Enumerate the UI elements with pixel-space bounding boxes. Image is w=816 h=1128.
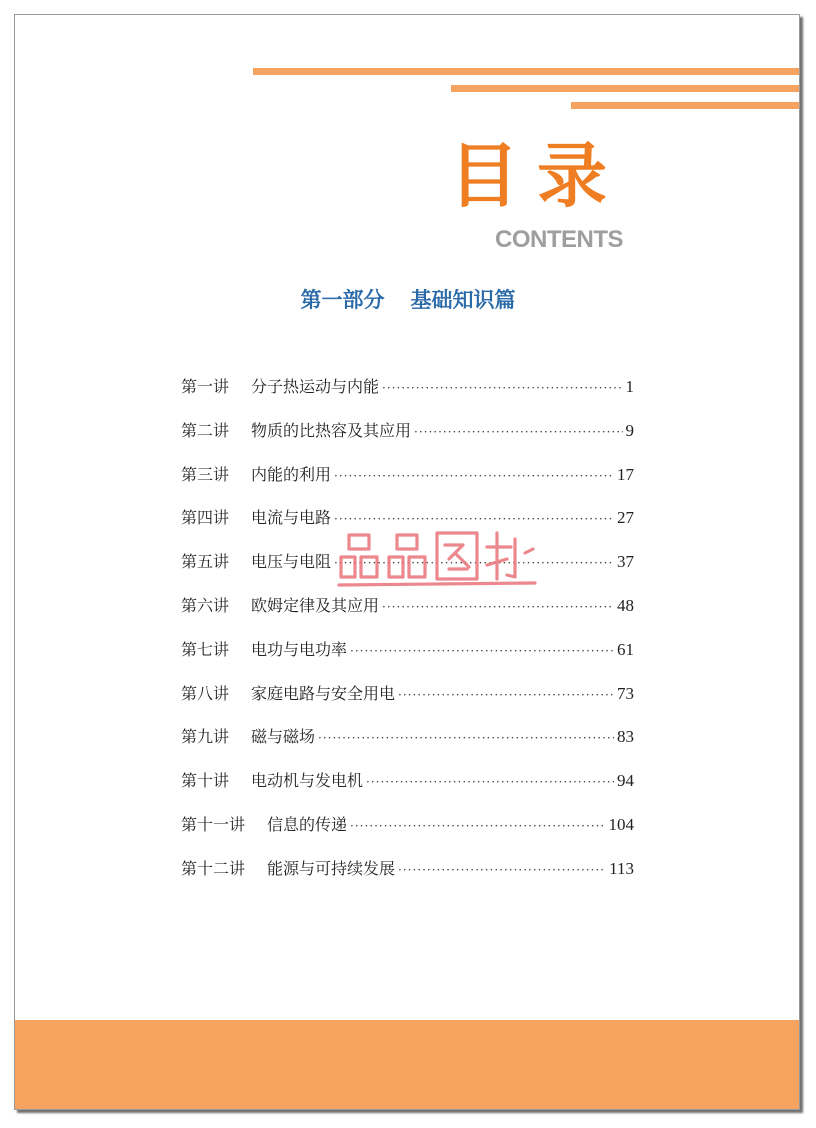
page-title: 目录 (449, 135, 625, 217)
toc-leader-dots (382, 600, 614, 614)
toc-entry-label: 第十二讲 (181, 858, 246, 878)
toc-leader-dots (350, 819, 605, 833)
toc-entry[interactable] (181, 724, 634, 768)
watermark-stamp (337, 529, 537, 591)
toc-entry-title: 电动机与发电机 (251, 771, 364, 791)
toc-entry-page: 9 (625, 420, 634, 440)
toc-leader-dots (382, 381, 622, 395)
toc-entry-title: 内能的利用 (251, 464, 332, 484)
toc-entry-label: 第五讲 (181, 552, 230, 572)
footer-band (15, 1020, 800, 1110)
toc-leader-dots (398, 863, 606, 877)
toc-entry-page: 94 (617, 771, 634, 791)
toc-entry-title: 电压与电阻 (251, 552, 332, 572)
toc-entry-label: 第一讲 (181, 377, 230, 396)
toc-entry-label: 第四讲 (181, 508, 230, 528)
toc-entry[interactable] (181, 812, 634, 856)
toc-entry-page: 27 (617, 508, 634, 528)
toc-leader-dots (350, 644, 614, 658)
toc-entry[interactable] (181, 856, 634, 900)
section-name: 基础知识篇 (410, 287, 516, 312)
toc-entry[interactable] (181, 418, 634, 462)
toc-entry-title: 信息的传递 (267, 814, 348, 834)
toc-entry[interactable] (181, 768, 634, 812)
toc-entry[interactable] (181, 681, 634, 725)
toc-entry-page: 73 (617, 683, 634, 703)
toc-entry-title: 磁与磁场 (251, 727, 316, 747)
toc-entry-title: 能源与可持续发展 (267, 858, 396, 878)
toc-leader-dots (334, 469, 614, 483)
toc-leader-dots (414, 425, 622, 439)
toc-leader-dots (334, 512, 614, 526)
toc-leader-dots (398, 688, 614, 702)
toc-leader-dots (318, 731, 614, 745)
toc-entry-title: 家庭电路与安全用电 (251, 683, 396, 703)
toc-entry-label: 第十一讲 (181, 814, 246, 834)
page-subtitle: CONTENTS (495, 226, 623, 253)
toc-entry-label: 第八讲 (181, 683, 230, 703)
toc-entry-label: 第九讲 (181, 727, 230, 747)
toc-entry-page: 61 (617, 639, 634, 659)
toc-entry-label: 第二讲 (181, 420, 230, 440)
toc-entry[interactable] (181, 462, 634, 506)
toc-entry-page: 104 (608, 814, 634, 834)
toc-entry-title: 欧姆定律及其应用 (251, 595, 380, 615)
toc-entry-page: 83 (617, 727, 634, 747)
toc-entry[interactable] (181, 637, 634, 681)
toc-entry-page: 48 (617, 595, 634, 615)
toc-entry-label: 第十讲 (181, 771, 230, 791)
toc-entry-label: 第三讲 (181, 464, 230, 484)
toc-entry-title: 物质的比热容及其应用 (251, 420, 412, 440)
section-heading (15, 289, 800, 310)
toc-entry-label: 第七讲 (181, 639, 230, 659)
toc-entry-page: 17 (617, 464, 634, 484)
decorative-stripe-top (253, 68, 800, 75)
toc-entry-title: 分子热运动与内能 (251, 377, 380, 396)
decorative-stripe-bottom (571, 102, 800, 109)
toc-entry-title: 电功与电功率 (251, 639, 348, 659)
table-of-contents (181, 374, 634, 900)
toc-entry-page: 37 (617, 552, 634, 572)
toc-entry-page: 113 (609, 858, 634, 878)
toc-entry-page: 1 (625, 377, 634, 396)
decorative-stripe-middle (451, 85, 800, 92)
toc-entry[interactable] (181, 593, 634, 637)
section-part: 第一部分 (300, 287, 385, 312)
toc-entry-title: 电流与电路 (251, 508, 332, 528)
document-sheet (14, 14, 800, 1110)
toc-leader-dots (366, 775, 614, 789)
toc-entry[interactable] (181, 374, 634, 418)
toc-entry-label: 第六讲 (181, 595, 230, 615)
